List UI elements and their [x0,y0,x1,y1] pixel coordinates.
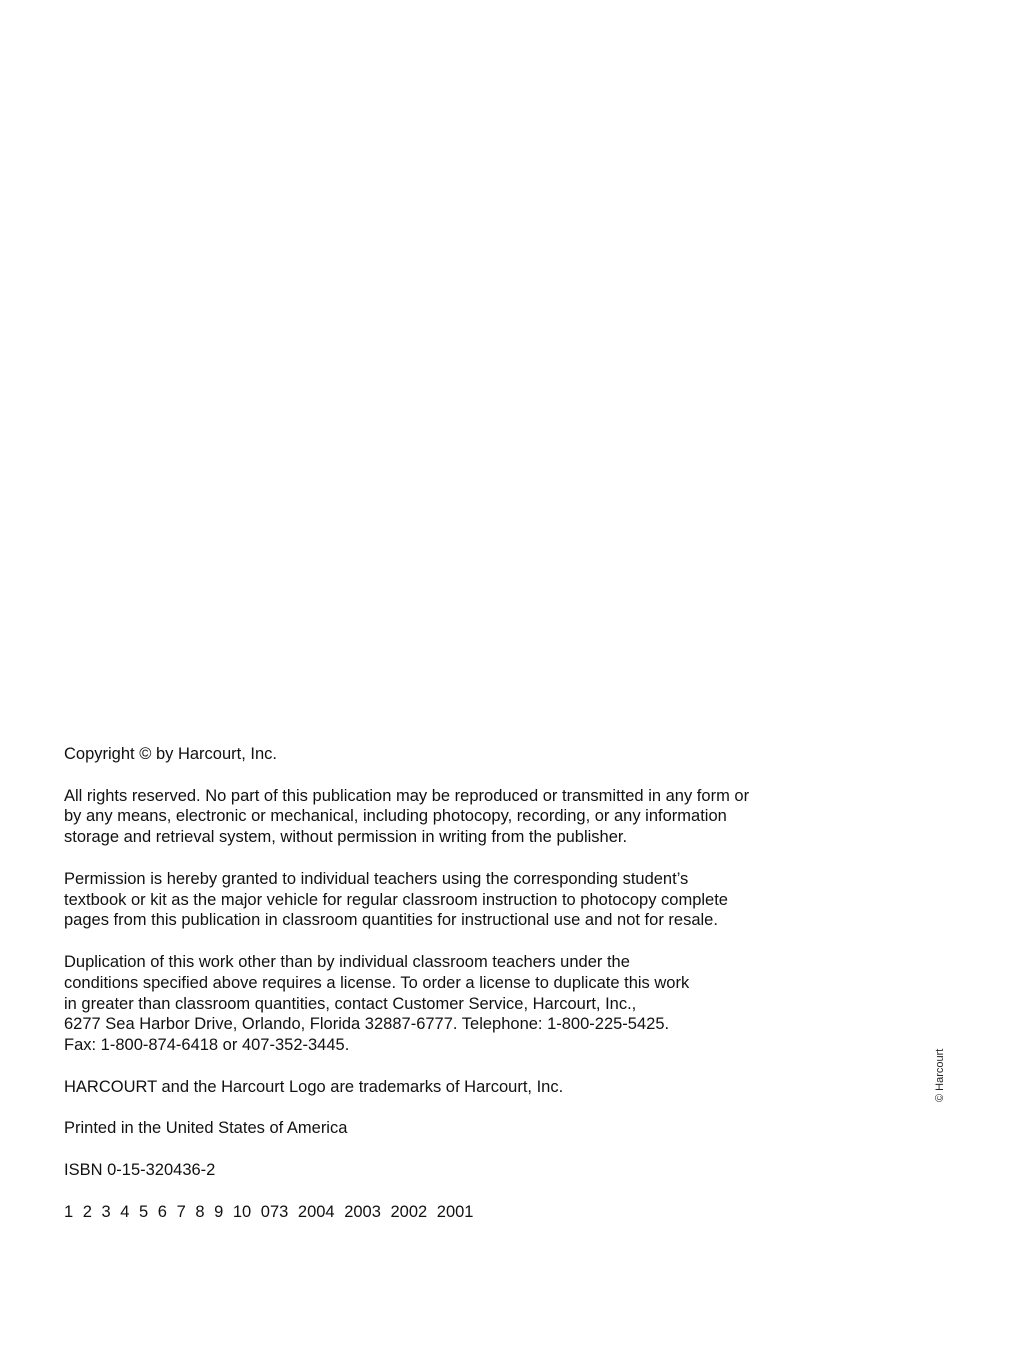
copyright-text-block [64,744,754,1222]
duplication-line: Fax: 1-800-874-6418 or 407-352-3445. [64,1036,350,1055]
duplication-line: 6277 Sea Harbor Drive, Orlando, Florida 32887-6777. Telephone: 1-800-225-5425. [64,1015,670,1034]
duplication-line: Duplication of this work other than by individual classroom teachers under the [64,952,630,971]
trademark-line: HARCOURT and the Harcourt Logo are trademarks of Harcourt, Inc. [64,1077,564,1096]
duplication-line: conditions specified above requires a license. To order a license to duplicate this work [64,973,690,992]
printed-in-line: Printed in the United States of America [64,1119,348,1138]
rights-reserved-paragraph: All rights reserved. No part of this publication may be reproduced or transmitted in any form or by any means, electronic or mechanical, including photocopy, recording, or any information storage and retrieval system, without permission in writing from the publisher. [64,786,750,847]
isbn-line: ISBN 0-15-320436-2 [64,1160,216,1179]
copyright-line: Copyright © by Harcourt, Inc. [64,745,277,763]
permission-paragraph: Permission is hereby granted to individual teachers using the corresponding student’s textbook or kit as the major vehicle for regular classroom instruction to photocopy complete pages from this publication in classroom quantities for instructional use and not for resale. [64,869,728,930]
duplication-line: in greater than classroom quantities, contact Customer Service, Harcourt, Inc., [64,994,637,1013]
printing-number-line: 1 2 3 4 5 6 7 8 9 10 073 2004 2003 2002 2001 [64,1202,474,1221]
side-credit-vertical: © Harcourt [934,1048,946,1102]
duplication-paragraph [64,952,754,1056]
